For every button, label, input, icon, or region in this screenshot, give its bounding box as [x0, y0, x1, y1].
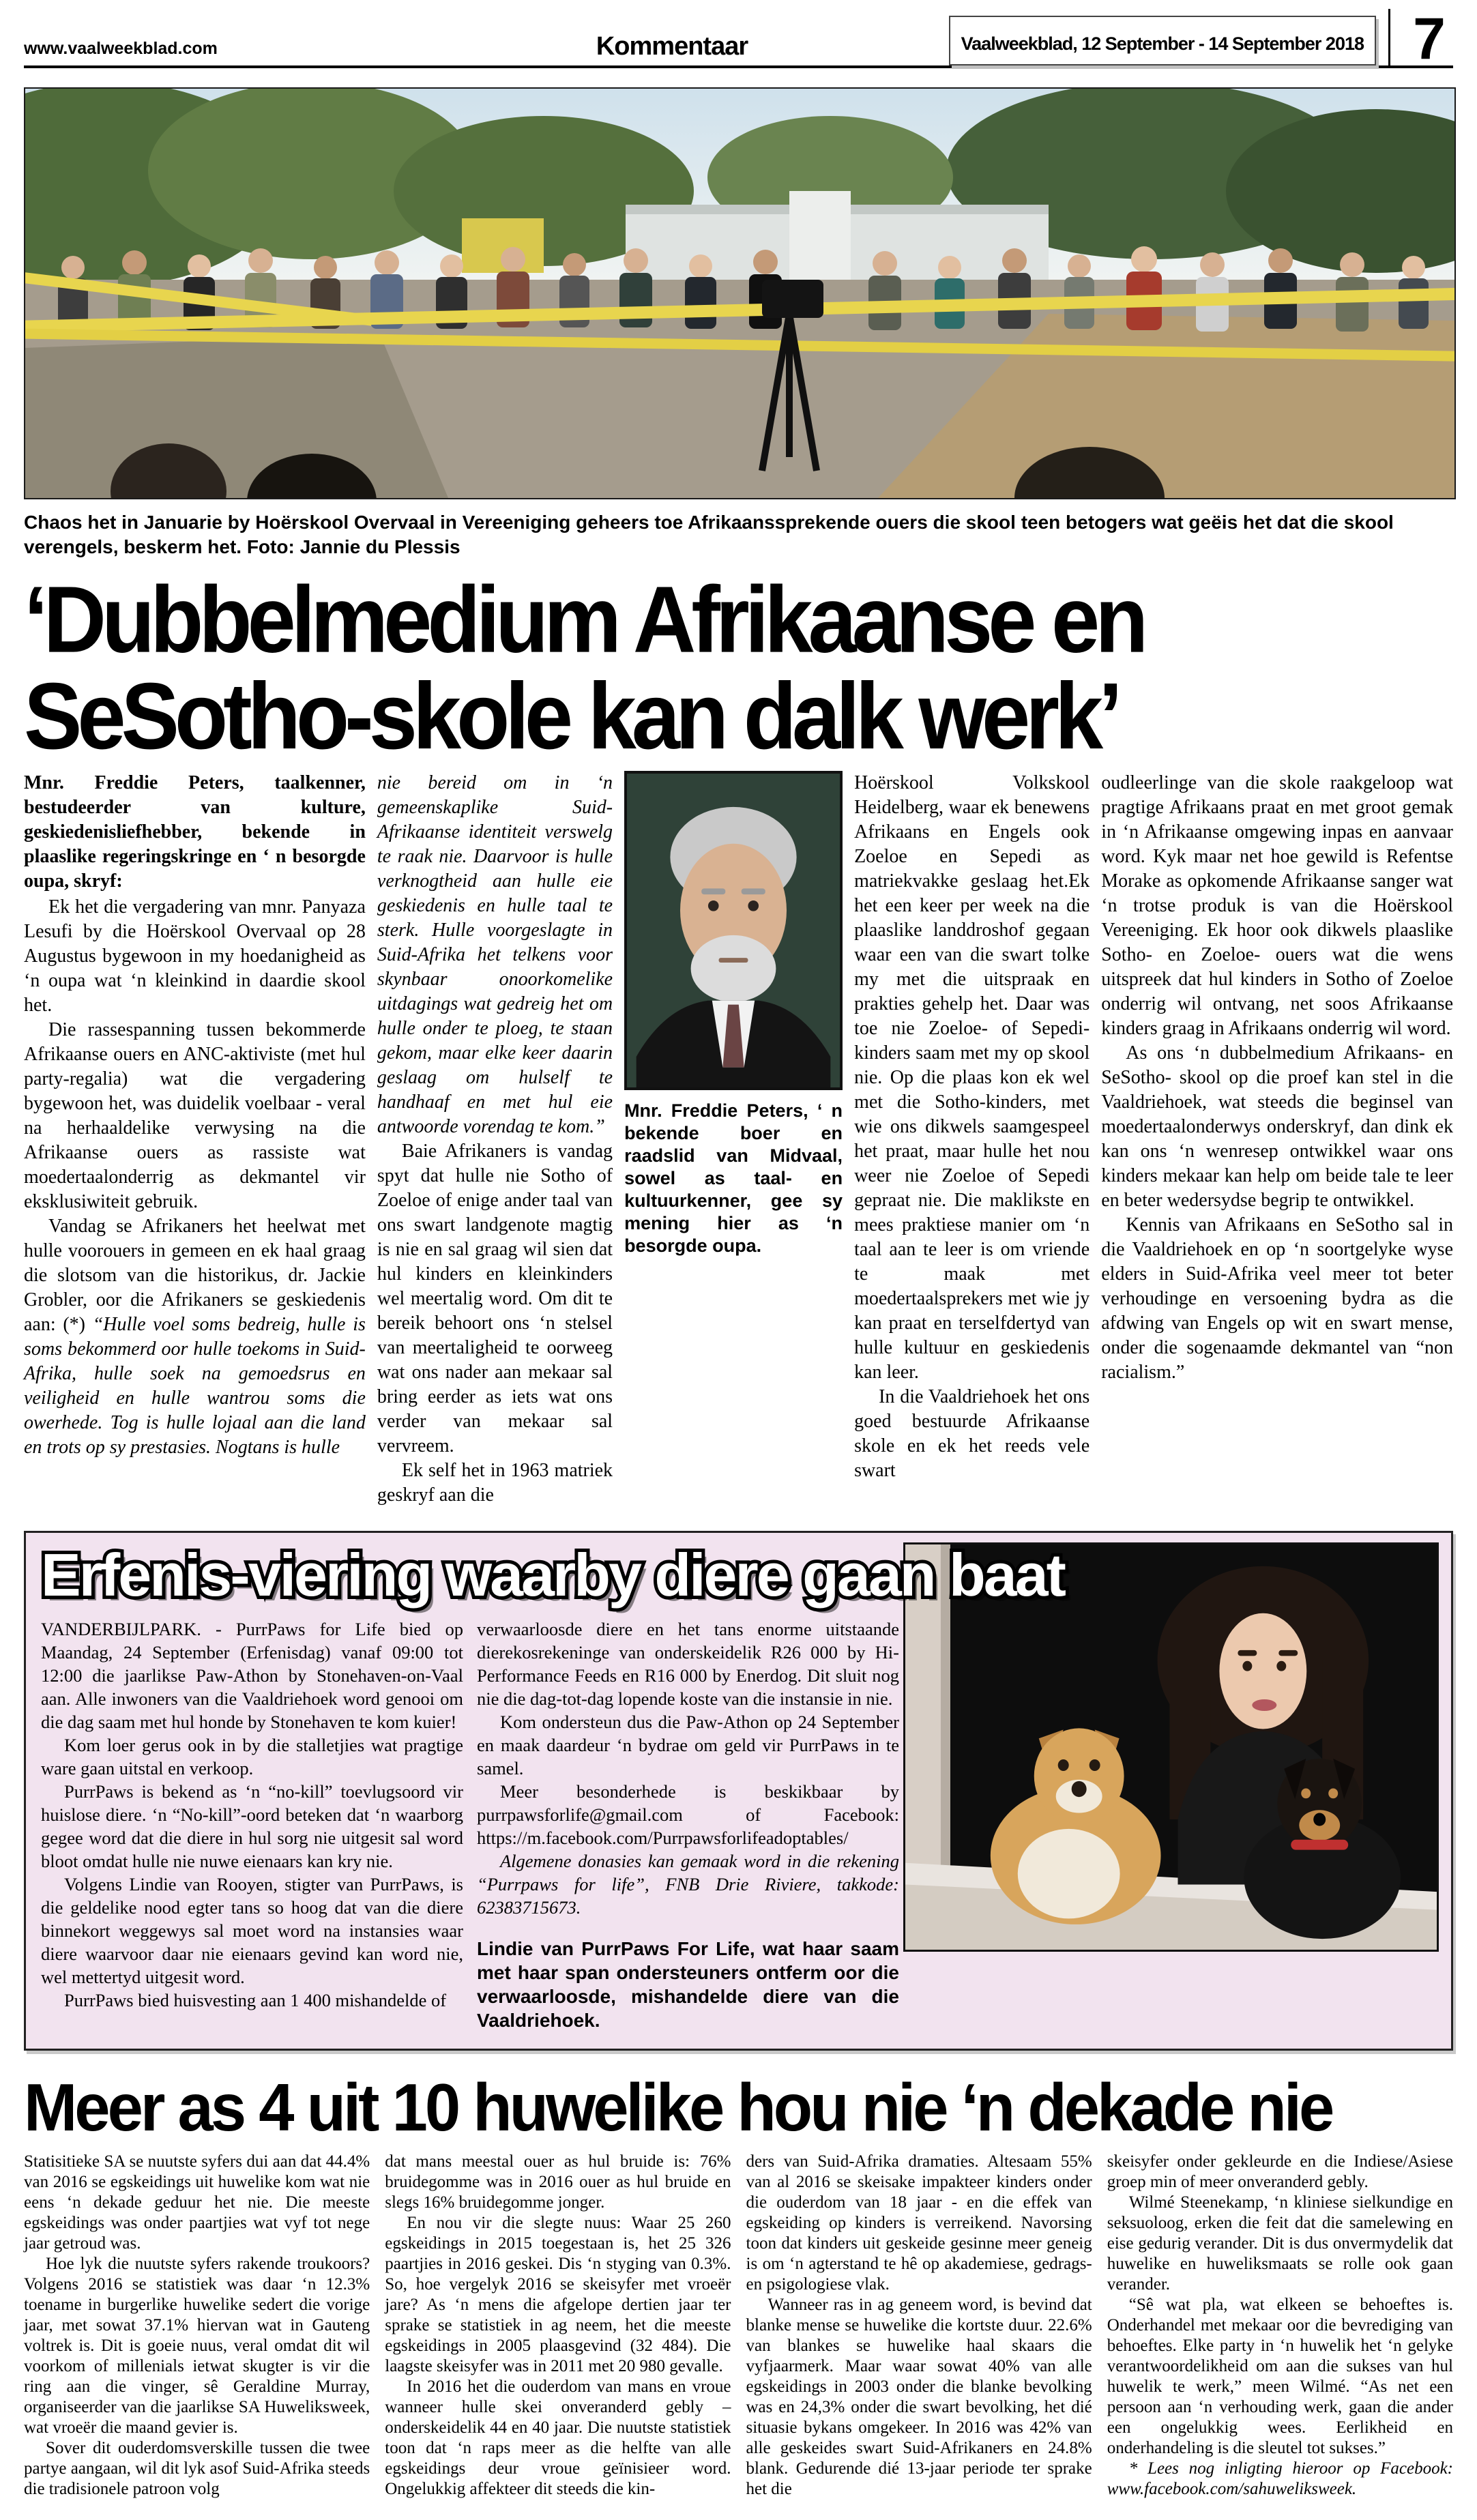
paragraph: ders van Suid-Afrika dramaties. Altesaam 55% van al 2016 se skeisake impakteer kinders onder die ouderdom van 18 jaar - en die effek van egskeiding op kinders is verreikend. Navorsing toon dat kinders uit geskeide gesinne meer geneig is om ‘n agterstand te hê op akademiese, gedrags- en psigologiese vlak.: [746, 2152, 1092, 2294]
marriage-column-2: [385, 2152, 731, 2500]
paragraph: PurrPaws is bekend as ‘n “no-kill” toevlugsoord vir huislose diere. ‘n “No-kill”-oord beteken dat ‘n waarborg gegee word dat die diere in hul sorg nie uitgesit sal word bloot omdat hulle nie nuwe eienaars kan kry nie.: [41, 1781, 463, 1871]
main-article-column-1: [24, 771, 366, 1460]
main-headline-line2: SeSotho-skole kan dalk werk’: [24, 663, 1118, 769]
crowd-scene-illustration: [25, 89, 1454, 498]
paragraph: Baie Afrikaners is vandag spyt dat hulle nie Sotho of Zoeloe of enige ander taal van ons swart landgenote magtig is nie en sal graag wil sien dat hul kinders en kleinkinders wel meertalig word. Om dit te bereik behoort ons ‘n stelsel van meertaligheid te oorweeg wat ons nader aan mekaar sal bring eerder as iets wat ons verder van mekaar sal vervreem.: [377, 1140, 613, 1456]
edition-date: Vaalweekblad, 12 September - 14 September 2018: [949, 16, 1376, 65]
paragraph: Sover dit ouderdomsverskille tussen die twee partye aangaan, wil dit lyk asof Suid-Afrika steeds die tradisionele patroon volg: [24, 2438, 370, 2498]
erfenis-columns: [41, 1617, 899, 2032]
lead-photo: [24, 87, 1456, 499]
main-article-column-4: [1101, 771, 1453, 1385]
paragraph: Ek self het in 1963 matriek geskryf aan die: [377, 1459, 613, 1506]
erfenis-headline: Erfenis-viering waarby diere gaan baat: [41, 1540, 1064, 1609]
erfenis-column-1: [41, 1617, 463, 2032]
article-intro: Mnr. Freddie Peters, taalkenner, bestudeerder van kulture, geskiedenisliefhebber, bekende in plaaslike regeringskringe en ‘ n besorgde oupa, skryf:: [24, 772, 366, 892]
historian-quote: “Hulle voel soms bedreig, hulle is soms bekommerd oor hulle toekoms in Suid-Afrika, hulle soek na gemoedsrus en veiligheid en hulle wantrou soms die owerhede. Tog is hulle lojaal aan die land en trots op sy prestasies. Nogtans is hulle: [24, 1313, 366, 1458]
section-title: Kommentaar: [596, 32, 748, 61]
page-number: 7: [1388, 9, 1453, 65]
paragraph: Kom loer gerus ook in by die stalletjies wat pragtige ware gaan uitstal en verkoop.: [41, 1734, 463, 1778]
paragraph: In 2016 het die ouderdom van mans en vroue wanneer hulle skei onveranderd gebly – onderskeidelik 44 en 40 jaar. Die nuutste statistiek toon dat ‘n raps meer as die helfte van alle egskeidings deur vroue geïnisieer word. Ongelukkig affekteer dit steeds die kin-: [385, 2377, 731, 2498]
portrait-illustration: [627, 774, 840, 1087]
main-headline: [24, 567, 1453, 769]
paragraph: Hoërskool Volkskool Heidelberg, waar ek benewens Afrikaans en Engels ook Zoeloe en Sepedi as matriekvakke geslaag het.Ek het een keer per week na die plaaslike landdroshof gegaan waar een van die swart tolke my met die uitspraak en prakties gehelp het. Daar was toe nie Zoeloe- of Sepedi-kinders saam met my op skool nie. Op die plaas kon ek wel met die Sotho-kinders, met wie ons dikwels saamgespeel het praat, maar hulle het nou weer nie Zoeloe of Sepedi gepraat nie. Die maklikste en mees praktiese manier om ‘n taal aan te leer is om vriende te maak met moedertaalsprekers met wie jy kan praat en terselfdertyd van hulle kultuur en geskiedenis kan leer.: [854, 772, 1090, 1383]
paragraph: dat mans meestal ouer as hul bruide is: 76% bruidegomme was in 2016 ouer as hul bruide en slegs 16% bruidegomme jonger.: [385, 2152, 731, 2212]
erfenis-column-2: [477, 1617, 899, 2032]
marriage-columns: [24, 2152, 1453, 2500]
freddie-photo-caption: Mnr. Freddie Peters, ‘ n bekende boer en raadslid van Midvaal, sowel as taal- en kultuurkenner, gee sy mening hier as ‘n besorgde oupa.: [624, 1100, 843, 1256]
erfenis-article: [24, 1531, 1453, 2051]
paragraph: “Sê wat pla, wat elkeen se behoeftes is. Onderhandel met mekaar oor die bevrediging van behoeftes. Elke party in ‘n huwelik het ‘n gelyke verantwoordelikheid om aan die sukses van hul huwelik te werk,” meen Wilmé. “As net een persoon aan ‘n verhouding werk, gaan die ander een ongelukkig wees. Eerlikheid en onderhandeling is die sleutel tot sukses.”: [1107, 2295, 1453, 2457]
marriage-article: [24, 2069, 1453, 2500]
lindie-photo-caption: Lindie van PurrPaws For Life, wat haar saam met haar span ondersteuners ontferm oor die verwaarloosde, mishandelde diere van die Vaaldriehoek.: [477, 1937, 899, 2031]
paragraph: skeisyfer onder gekleurde en die Indiese/Asiese groep min of meer onveranderd gebly.: [1107, 2152, 1453, 2191]
marriage-column-1: [24, 2152, 370, 2500]
donation-note: Algemene donasies kan gemaak word in die rekening “Purrpaws for life”, FNB Drie Riviere, takkode: 62383715673.: [477, 1850, 899, 1918]
paragraph: En nou vir die slegte nuus: Waar 25 260 egskeidings in 2015 toegestaan is, het 25 326 paartjies in 2016 geskei. Dis ‘n styging van 0.3%. So, hoe vergelyk 2016 se skeisyfer met vroeër jare? As ‘n mens die afgelope dertien jaar ter sprake se statistiek in ag neem, het die meeste egskeidings in 2005 plaasgevind (32 484). Die laagste skeisyfer was in 2011 met 20 980 gevalle.: [385, 2213, 731, 2375]
paragraph: [24, 1214, 366, 1460]
main-article-column-3: [854, 771, 1090, 1483]
paragraph: oudleerlinge van die skole raakgeloop wat pragtige Afrikaans praat en met groot gemak in ‘n Afrikaanse omgewing inpas en aanvaar word. Kyk maar net hoe gewild is Refentse Morake as opkomende Afrikaanse sanger wat ‘n trotse produk is van die Hoërskool Vereeniging. Ek hoor ook dikwels plaaslike Sotho- en Zoeloe- ouers wat die wens uitspreek dat hul kinders in Sotho of Zoeloe onderrig wil ontvang, net soos Afrikaanse kinders graag in Afrikaans onderrig wil word.: [1101, 772, 1453, 1039]
paragraph: Kom ondersteun dus die Paw-Athon op 24 September en maak daardeur ‘n bydrae om geld vir PurrPaws in te samel.: [477, 1711, 899, 1778]
paragraph: Statisitieke SA se nuutste syfers dui aan dat 44.4% van 2016 se egskeidings uit huwelike kom wat nie eens ‘n dekade geduur het nie. Die meeste egskeidings was onder paartjies wat vyf tot nege jaar getroud was.: [24, 2152, 370, 2253]
paragraph: Kennis van Afrikaans en SeSotho sal in die Vaaldriehoek en op ‘n soortgelyke wyse elders in Suid-Afrika veel meer tot beter verhoudinge en versoening bydra as die afdwing van Engels op wit en swart mense, onder die sogenaamde dekmantel van “non racialism.”: [1101, 1214, 1453, 1383]
paragraph: Wilmé Steenekamp, ‘n kliniese sielkundige en seksuoloog, erken die feit dat die samelewing en eise gedurig verander. Dit is dus onvermydelik dat huwelike en huweliksmaats se rolle ook gaan verander.: [1107, 2193, 1453, 2294]
lead-photo-caption: Chaos het in Januarie by Hoërskool Overvaal in Vereeniging geheers toe Afrikaanssprekende ouers die skool teen betogers wat geëis het dat die skool verengels, beskerm het. Foto: Jannie du Plessis: [24, 512, 1394, 558]
website-url: www.vaalweekblad.com: [24, 39, 218, 58]
camera-body: [762, 280, 823, 318]
paragraph: VANDERBIJLPARK. - PurrPaws for Life bied op Maandag, 24 September (Erfenisdag) vanaf 09:00 tot 12:00 die jaarlikse Paw-Athon by Stonehaven-on-Vaal aan. Alle inwoners van die Vaaldriehoek word genooi om die dag saam met hul honde by Stonehaven te kom kuier!: [41, 1618, 463, 1732]
facebook-note: * Lees nog inligting hieroor op Facebook: www.facebook.com/sahuweliksweek.: [1107, 2459, 1453, 2498]
paragraph: Volgens Lindie van Rooyen, stigter van PurrPaws, is die geldelike nood egter tans so hoog dat van die diere binnekort weggewys sal moet word na instansies waar diere waarvoor daar nie eienaars gevind kan word nie, wel mettertyd uitgesit word.: [41, 1873, 463, 1987]
paragraph: Hoe lyk die nuutste syfers rakende troukoors? Volgens 2016 se statistiek was daar ‘n 12.3% toename in burgerlike huwelike sedert die vorige jaar, met sowat 37.1% hiervan wat in Gauteng voltrek is. Dit is goeie nuus, veral omdat dit wil voorkom of millenials ietwat skugter is vir die ring aan die vinger, sê Geraldine Murray, organiseerder van die jaarlikse SA Huweliksweek, wat vroeër die maand gevier is.: [24, 2254, 370, 2437]
paragraph: verwaarloosde diere en het tans enorme uitstaande dierekosrekeninge van onderskeidelik R26 000 by Hi-Performance Feeds en R16 000 by Enerdog. Dit sluit nog nie die dag-tot-dag lopende koste van die instansie in nie.: [477, 1618, 899, 1709]
main-headline-line1: ‘Dubbelmedium Afrikaanse en: [24, 567, 1144, 673]
main-article-column-2: [377, 771, 613, 1508]
marriage-column-3: [746, 2152, 1092, 2500]
paragraph: As ons ‘n dubbelmedium Afrikaans- en SeSotho- skool op die proef kan stel in die Vaaldriehoek, wat steeds die beginsel van moedertaalonderwys onderskryf, dan dink ek kan ons ‘n wenresep ontwikkel waar ons kinders mekaar kan help om beide tale te leer en beter wedersydse begrip te ontwikkel.: [1101, 1042, 1453, 1211]
paragraph: PurrPaws bied huisvesting aan 1 400 mishandelde of: [64, 1989, 447, 2010]
paragraph: In die Vaaldriehoek het ons goed bestuurde Afrikaanse skole en ek het reeds vele swart: [854, 1386, 1090, 1481]
marriage-column-4: [1107, 2152, 1453, 2500]
quote-lead: Vandag se Afrikaners het heelwat met hulle voorouers in gemeen en ek haal graag die slotsom van die historikus, dr. Jackie Grobler, oor die Afrikaners se geskiedenis aan: (*): [24, 1215, 366, 1335]
main-article: [24, 771, 1453, 1508]
marriage-headline: Meer as 4 uit 10 huwelike hou nie ‘n dekade nie: [24, 2069, 1332, 2145]
historian-quote-continued: nie bereid om in ‘n gemeenskaplike Suid-Afrikaanse identiteit verswelg te raak nie. Daarvoor is hulle verknogtheid aan hulle eie geskiedenis en hulle taal te sterk. Hulle voorgeslagte in Suid-Afrika het telkens voor skynbaar onoorkomelike uitdagings wat gedreig het om hulle onder te ploeg, te staan gekom, maar elke keer daarin geslaag om hulself te handhaaf en met hul eie antwoorde vorendag te kom.”: [377, 772, 613, 1137]
paragraph: Die rassespanning tussen bekommerde Afrikaanse ouers en ANC-aktiviste (met hul party-regalia) wat die vergadering bygewoon het, was duidelik voelbaar - veral na herhaaldelike verwysing na die Afrikaanse ouers as rassiste wat moedertaalonderrig as dekmantel vir eksklusiwiteit gebruik.: [24, 1019, 366, 1212]
paragraph: Wanneer ras in ag geneem word, is bevind dat blanke mense se huwelike die kortste duur. 22.6% van blankes se huwelike haal skaars die vyfjaarmerk. Maar waar sowat 40% van alle egskeidings in 2003 onder die blanke bevolking was en 24,3% onder die swart bevolking, het dié situasie bykans omgekeer. In 2016 was 42% van alle geskeides swart Suid-Afrikaners en 24.8% blank. Gedurende dié 13-jaar periode ter sprake het die: [746, 2295, 1092, 2498]
paragraph: Ek het die vergadering van mnr. Panyaza Lesufi by die Hoërskool Overvaal op 28 Augustus bygewoon in my hoedanigheid as ‘n oupa wat ‘n kleinkind in daardie skool het.: [24, 896, 366, 1016]
main-article-photo-column: [624, 771, 843, 1257]
paragraph: Meer besonderhede is beskikbaar by purrpawsforlife@gmail.com of Facebook: https://m.facebook.com/Purrpawsforlifeadoptables/: [477, 1781, 899, 1848]
page-header: [24, 5, 1453, 72]
freddie-peters-photo: [624, 771, 843, 1090]
